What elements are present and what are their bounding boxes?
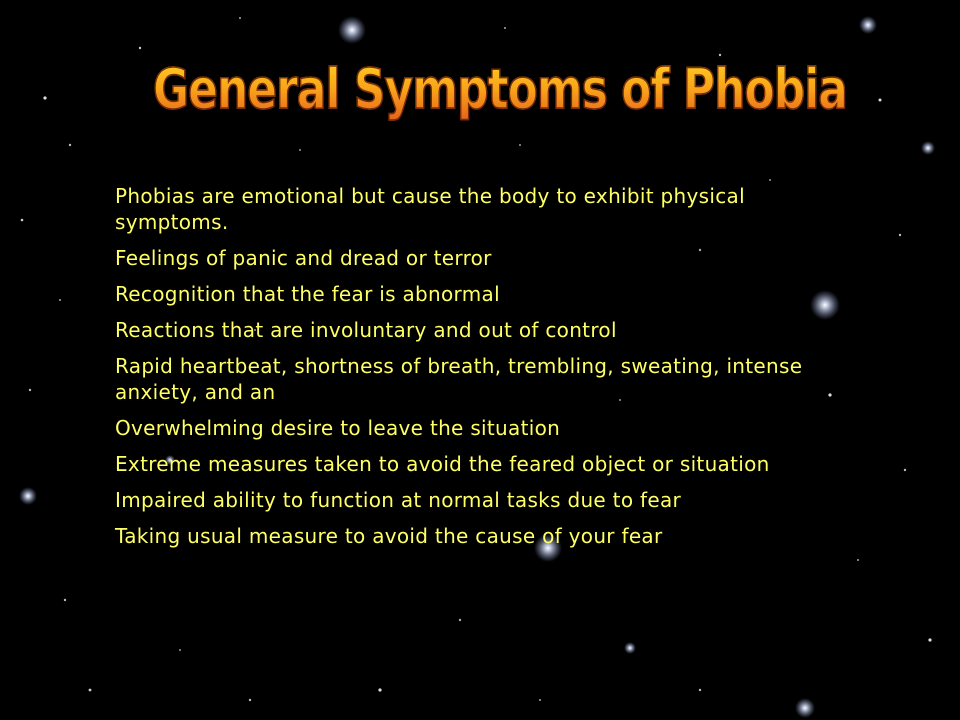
list-item: Overwhelming desire to leave the situation [115,416,561,440]
list-item: Taking usual measure to avoid the cause of your fear [115,524,663,548]
list-item: Phobias are emotional but cause the body to exhibit physical symptoms. [115,184,745,234]
list-item: Feelings of panic and dread or terror [115,246,492,270]
list-item: Reactions that are involuntary and out of control [115,318,617,342]
list-item: Impaired ability to function at normal tasks due to fear [115,488,682,512]
list-item: Rapid heartbeat, shortness of breath, trembling, sweating, intense anxiety, and an [115,354,803,404]
list-item: Extreme measures taken to avoid the feared object or situation [115,452,770,476]
slide-title: General Symptoms of Phobia [150,58,850,122]
symptom-list [115,183,815,559]
list-item: Recognition that the fear is abnormal [115,282,500,306]
